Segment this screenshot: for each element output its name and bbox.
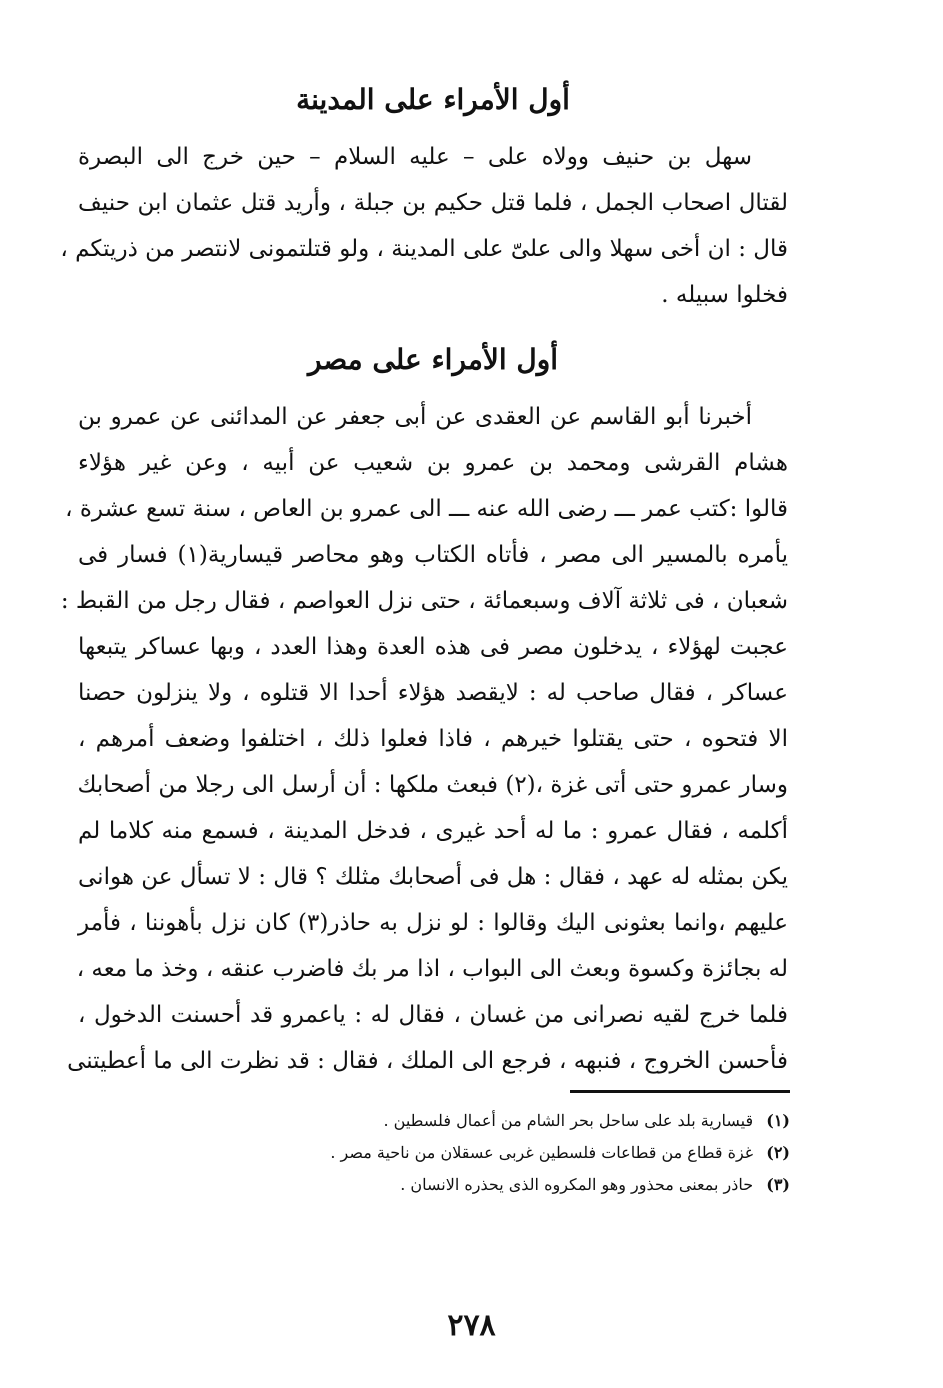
section-heading-egypt: أول الأمراء على مصر	[307, 343, 559, 376]
page-number: ٢٧٨	[447, 1308, 496, 1343]
footnote-text: قيسارية بلد على ساحل بحر الشام من أعمال فلسطين .	[383, 1111, 754, 1130]
text-line: وسار عمرو حتى أتى غزة ،(٢) فبعث ملكها : أن أرسل الى رجلا من أصحابك	[77, 772, 788, 798]
text-line: قالوا :كتب عمر ـــ رضى الله عنه ـــ الى عمرو بن العاص ، سنة تسع عشرة ،	[65, 496, 788, 522]
text-line: هشام القرشى ومحمد بن عمرو بن شعيب عن أبيه ، وعن غير هؤلاء	[78, 450, 788, 476]
text-line: عجبت لهؤلاء ، يدخلون مصر فى هذه العدة وهذا العدد ، وبها عساكر يتبعها	[78, 634, 788, 660]
text-line: عليهم ،وانما بعثونى اليك وقالوا : لو نزل به حاذر(٣) كان نزل بأهوننا ، فأمر	[78, 910, 788, 936]
footnote-number: (١)	[766, 1111, 790, 1130]
footnote-text: حاذر بمعنى محذور وهو المكروه الذى يحذره الانسان .	[400, 1175, 754, 1194]
footnote-number: (٣)	[766, 1175, 790, 1194]
text-line: أخبرنا أبو القاسم عن العقدى عن أبى جعفر عن المدائنى عن عمرو بن	[78, 404, 752, 430]
text-line: فخلوا سبيله .	[661, 282, 788, 308]
text-line: له بجائزة وكسوة وبعث الى البواب ، اذا مر بك فاضرب عنقه ، وخذ ما معه ،	[76, 956, 788, 982]
text-line: شعبان ، فى ثلاثة آلاف وسبعمائة ، حتى نزل العواصم ، فقال رجل من القبط :	[60, 588, 788, 614]
footnote-1	[200, 1105, 790, 1137]
text-line: فأحسن الخروج ، فنبهه ، فرجع الى الملك ، فقال : قد نظرت الى ما أعطيتنى	[67, 1048, 788, 1074]
paragraph-medina	[60, 134, 788, 318]
page-body	[60, 80, 789, 1084]
footnote-number: (٢)	[766, 1143, 790, 1162]
text-line: أكلمه ، فقال عمرو : ما له أحد غيرى ، فدخل المدينة ، فسمع منه كلاما لم	[78, 818, 788, 844]
text-line: عساكر ، فقال صاحب له : لايقصد هؤلاء أحدا الا قتلوه ، ولا ينزلون حصنا	[78, 680, 788, 706]
footnote-divider	[570, 1090, 790, 1093]
text-line: لقتال اصحاب الجمل ، فلما قتل حكيم بن جبلة ، وأريد قتل عثمان ابن حنيف	[78, 190, 788, 216]
text-line: قال : ان أخى سهلا والى علىّ على المدينة ، ولو قتلتمونى لانتصر من ذريتكم ،	[60, 236, 788, 262]
text-line: يأمره بالمسير الى مصر ، فأتاه الكتاب وهو محاصر قيسارية(١) فسار فى	[78, 542, 789, 568]
paragraph-egypt	[60, 394, 789, 1084]
text-line: الا فتحوه ، حتى يقتلوا خيرهم ، فاذا فعلوا ذلك ، اختلفوا وضعف أمرهم ،	[78, 726, 788, 752]
text-line: فلما خرج لقيه نصرانى من غسان ، فقال له : ياعمرو قد أحسنت الدخول ،	[78, 1002, 788, 1028]
footnote-text: غزة قطاع من قطاعات فلسطين غربى عسقلان من ناحية مصر .	[330, 1143, 754, 1162]
section-heading-medina: أول الأمراء على المدينة	[296, 83, 570, 116]
text-line: يكن بمثله له عهد ، فقال : هل فى أصحابك مثلك ؟ قال : لا تسأل عن هوانى	[78, 864, 788, 890]
text-line: سهل بن حنيف وولاه على – عليه السلام – حين خرج الى البصرة	[78, 144, 752, 170]
footnotes	[200, 1105, 790, 1201]
footnote-3	[200, 1169, 790, 1201]
footnote-2	[200, 1137, 790, 1169]
